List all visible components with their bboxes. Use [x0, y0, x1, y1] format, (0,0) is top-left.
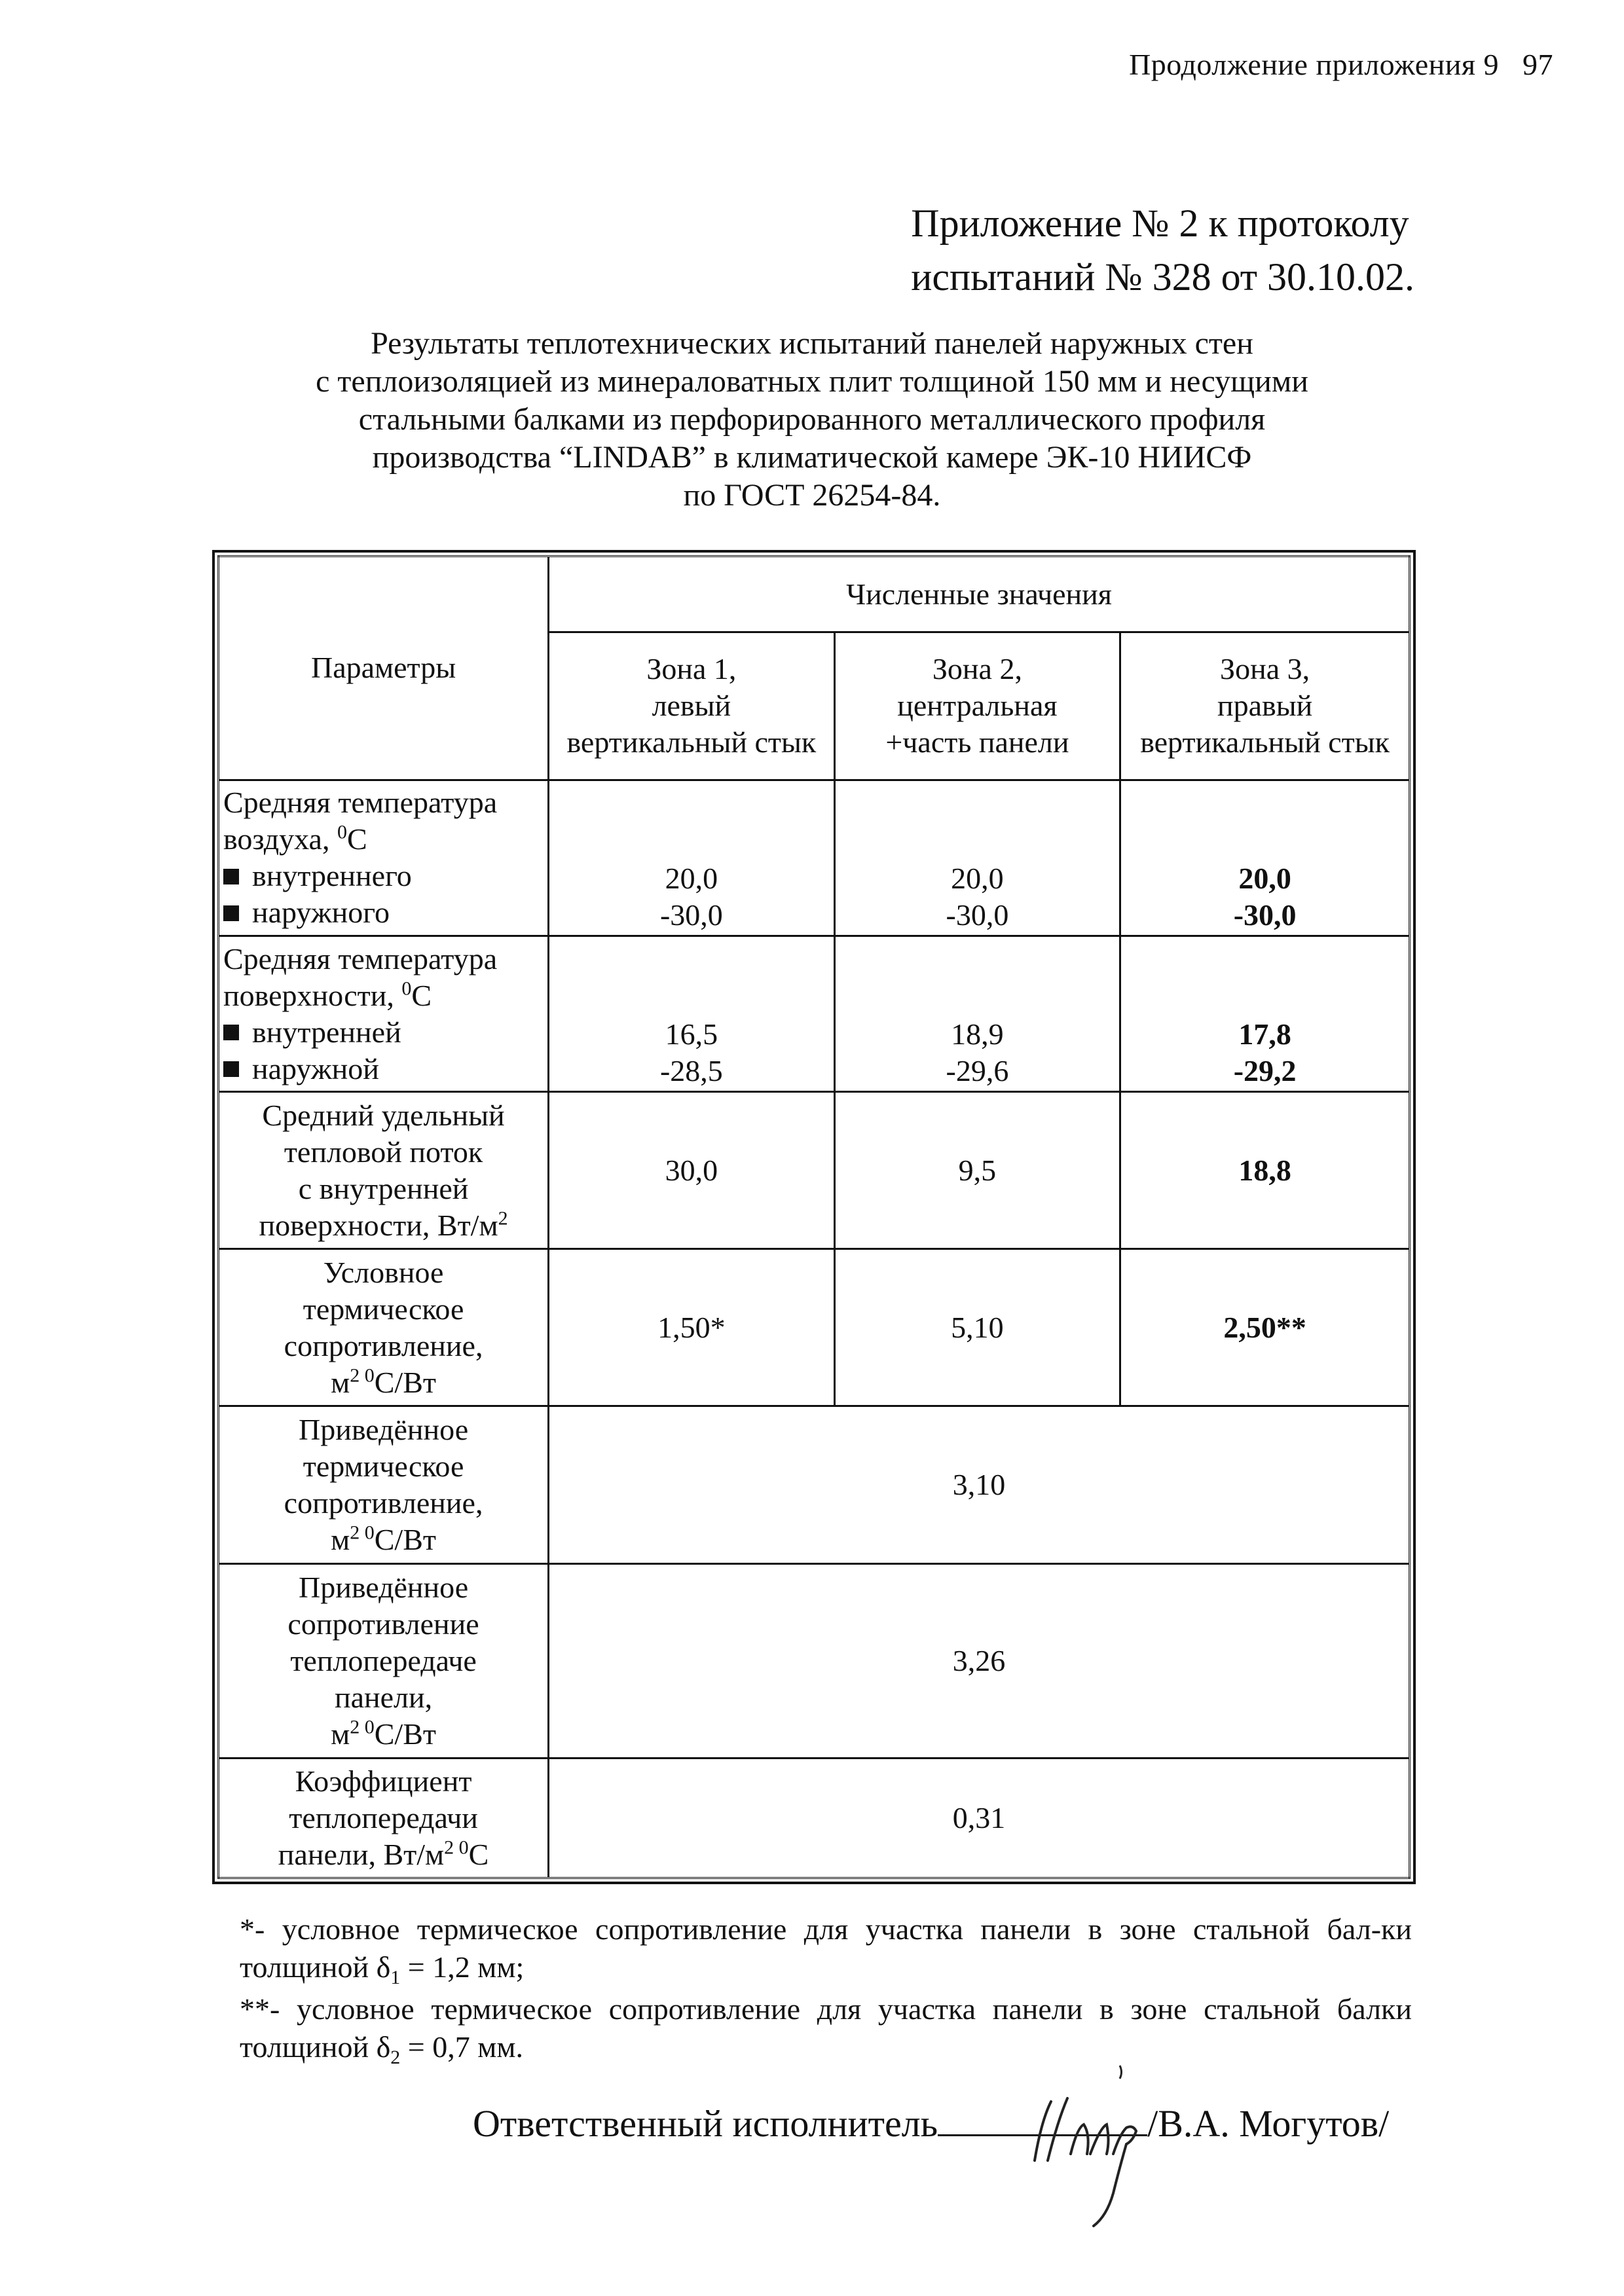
- footnote-1: *- условное термическое сопротивление для участка панели в зоне стальной бал-ки толщиной $\delta_1 = 1,2$ мм;: [240, 1912, 1412, 1989]
- heat-flow-z1: 30,0: [549, 1092, 835, 1249]
- values-header: Численные значения: [549, 556, 1410, 632]
- air-temp-z3: 20,0 -30,0: [1120, 780, 1410, 936]
- param-header: Параметры: [219, 556, 549, 780]
- title-line-1: Результаты теплотехнических испытаний панелей наружных стен: [371, 326, 1253, 361]
- zone-2-l1: Зона 2,: [932, 652, 1022, 686]
- zone-2-l3: +часть панели: [885, 725, 1069, 759]
- surf-temp-z1: 16,5 -28,5: [549, 936, 835, 1092]
- cond-resist-z2: 5,10: [834, 1249, 1120, 1406]
- document-title: [0, 325, 1624, 515]
- title-line-5: по ГОСТ 26254-84.: [683, 478, 941, 513]
- table-header-row: [219, 556, 1410, 632]
- reduced-resist-value: 3,10: [549, 1406, 1410, 1563]
- zone-1-l2: левый: [652, 689, 731, 723]
- surf-temp-l1: Средняя температура: [223, 941, 498, 975]
- signature-line: [473, 2102, 1389, 2145]
- air-temp-l1: Средняя температура: [223, 786, 498, 820]
- bullet-square-icon: [223, 869, 239, 884]
- page-number: 97: [1522, 48, 1553, 81]
- signature-label: Ответственный исполнитель: [473, 2102, 938, 2145]
- surf-temp-z2: 18,9 -29,6: [834, 936, 1120, 1092]
- reduced-transfer-value: 3,26: [549, 1563, 1410, 1758]
- zone-2-header: [834, 632, 1120, 780]
- appendix-line-1: Приложение № 2 к протоколу: [911, 202, 1409, 245]
- table-row-coef: [219, 1758, 1410, 1878]
- air-temp-z1: 20,0 -30,0: [549, 780, 835, 936]
- table-row-heat-flow: [219, 1092, 1410, 1249]
- heat-flow-z3: 18,8: [1120, 1092, 1410, 1249]
- signature-name: /В.А. Могутов/: [1147, 2102, 1390, 2145]
- table-row-reduced-transfer: [219, 1563, 1410, 1758]
- footnotes: [240, 1910, 1412, 2070]
- coef-label: Коэффициент теплопередачи панели, $Вт/м^{2 0}С$: [219, 1758, 549, 1878]
- footnote-2: **- условное термическое сопротивление для участка панели в зоне стальной балки толщиной $\delta_2 = 0,7$ мм.: [240, 1992, 1412, 2069]
- zone-3-l3: вертикальный стык: [1140, 725, 1390, 759]
- bullet-square-icon: [223, 905, 239, 921]
- zone-1-header: [549, 632, 835, 780]
- bullet-square-icon: [223, 1025, 239, 1040]
- zone-3-l2: правый: [1217, 689, 1313, 723]
- zone-3-l1: Зона 3,: [1220, 652, 1310, 686]
- appendix-reference: [911, 196, 1414, 304]
- cond-resist-label: Условное термическое сопротивление, $м^{2 0}С/Вт$: [219, 1249, 549, 1406]
- appendix-line-2: испытаний № 328 от 30.10.02.: [911, 255, 1414, 299]
- zone-1-l1: Зона 1,: [646, 652, 737, 686]
- handwritten-signature: [1022, 2062, 1153, 2232]
- surf-temp-l2: поверхности, $^0$С: [223, 977, 432, 1012]
- cond-resist-z3: 2,50**: [1120, 1249, 1410, 1406]
- surf-temp-label: [219, 936, 549, 1092]
- coef-value: 0,31: [549, 1758, 1410, 1878]
- air-temp-inner: внутреннего: [223, 858, 544, 894]
- table-row-air-temp: [219, 780, 1410, 936]
- title-line-3: стальными балками из перфорированного металлического профиля: [358, 402, 1266, 437]
- cond-resist-z1: 1,50*: [549, 1249, 835, 1406]
- heat-flow-label: Средний удельный тепловой поток с внутренней поверхности, $Вт/м^2$: [219, 1092, 549, 1249]
- bullet-square-icon: [223, 1061, 239, 1077]
- zone-1-l3: вертикальный стык: [566, 725, 817, 759]
- air-temp-outer: наружного: [223, 894, 544, 931]
- reduced-transfer-label: Приведённое сопротивление теплопередаче панели, $м^{2 0}С/Вт$: [219, 1563, 549, 1758]
- header-text: Продолжение приложения 9: [1129, 48, 1499, 81]
- table-row-cond-resist: [219, 1249, 1410, 1406]
- heat-flow-z2: 9,5: [834, 1092, 1120, 1249]
- air-temp-label: [219, 780, 549, 936]
- zone-3-header: [1120, 632, 1410, 780]
- surf-temp-z3: 17,8 -29,2: [1120, 936, 1410, 1092]
- title-line-4: производства “LINDAB” в климатической камере ЭК-10 НИИСФ: [372, 440, 1252, 475]
- air-temp-l2: воздуха, $^0$С: [223, 822, 367, 856]
- surf-temp-outer: наружной: [223, 1051, 544, 1087]
- results-table: [217, 555, 1411, 1879]
- reduced-resist-label: Приведённое термическое сопротивление, $м^{2 0}С/Вт$: [219, 1406, 549, 1563]
- air-temp-z2: 20,0 -30,0: [834, 780, 1120, 936]
- table-row-surf-temp: [219, 936, 1410, 1092]
- title-line-2: с теплоизоляцией из минераловатных плит толщиной 150 мм и несущими: [316, 364, 1308, 399]
- table-row-reduced-resist: [219, 1406, 1410, 1563]
- page-header: [1129, 47, 1553, 82]
- zone-2-l2: центральная: [897, 689, 1058, 723]
- surf-temp-inner: внутренней: [223, 1014, 544, 1051]
